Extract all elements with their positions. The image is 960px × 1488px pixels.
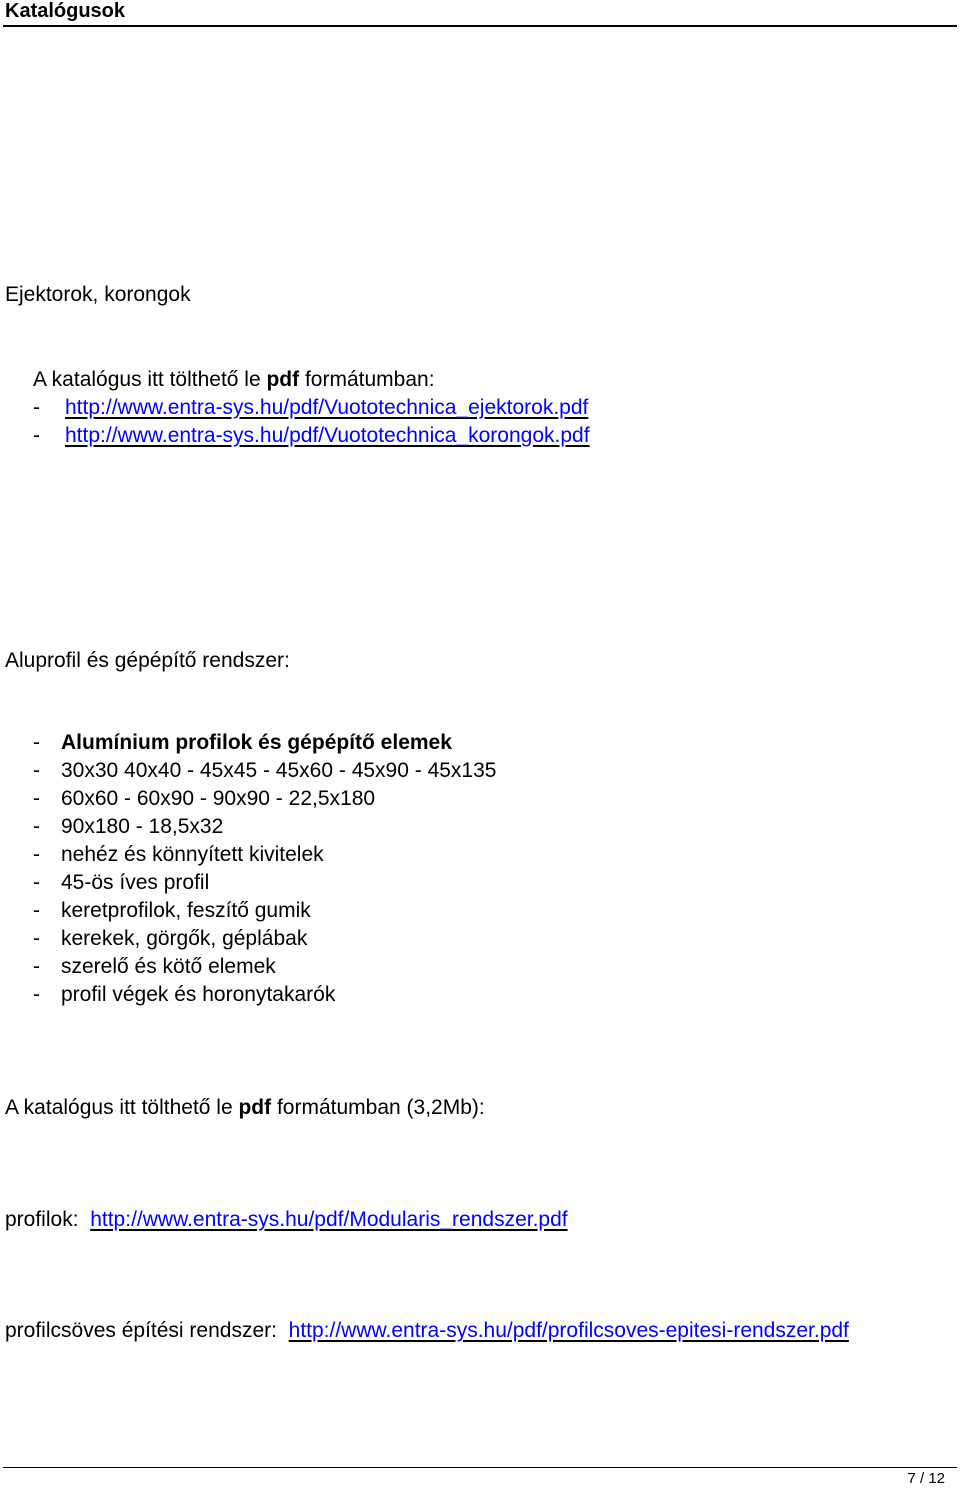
list-item: 90x180 - 18,5x32 [61, 815, 224, 838]
page-header-title: Katalógusok [5, 0, 126, 22]
profilcsoves-line [5, 1318, 849, 1344]
link-ejektorok-text[interactable]: http://www.entra-sys.hu/pdf/Vuototechnica_ejektorok.pdf [65, 396, 589, 419]
list-bullet: - [33, 787, 40, 810]
list-bullet: - [33, 899, 40, 922]
footer-divider [3, 1467, 957, 1468]
list-bullet: - [33, 983, 40, 1006]
list-bullet: - [33, 843, 40, 866]
section-heading-aluprofil: Aluprofil és gépépítő rendszer: [5, 649, 290, 672]
list-bullet: - [33, 927, 40, 950]
section-heading-ejektorok: Ejektorok, korongok [5, 283, 191, 306]
list-item: 30x30 40x40 - 45x45 - 45x60 - 45x90 - 45x135 [61, 759, 497, 782]
link-profilcsoves-rendszer[interactable]: http://www.entra-sys.hu/pdf/profilcsoves-epitesi-rendszer.pdf [288, 1319, 849, 1342]
list-item: szerelő és kötő elemek [61, 955, 276, 978]
download-text-pre: A katalógus itt tölthető le [5, 1096, 239, 1119]
list-item: profil végek és horonytakarók [61, 983, 336, 1006]
list-bullet: - [33, 424, 40, 447]
profilcsoves-label: profilcsöves építési rendszer: [5, 1319, 277, 1342]
link-ejektorok-pdf[interactable] [65, 395, 588, 421]
list-bullet: - [33, 396, 40, 419]
link-korongok-text[interactable]: http://www.entra-sys.hu/pdf/Vuototechnica_korongok.pdf [65, 424, 590, 447]
link-modularis-rendszer[interactable]: http://www.entra-sys.hu/pdf/Modularis_rendszer.pdf [90, 1208, 568, 1231]
list-bullet: - [33, 815, 40, 838]
list-item: 45-ös íves profil [61, 871, 210, 894]
profilok-label: profilok: [5, 1208, 79, 1231]
catalog-download-size [5, 1095, 485, 1121]
list-bullet: - [33, 871, 40, 894]
list-bullet: - [33, 955, 40, 978]
intro-text-pdf: pdf [266, 368, 300, 391]
profilok-line [5, 1207, 568, 1233]
list-item: 60x60 - 60x90 - 90x90 - 22,5x180 [61, 787, 376, 810]
download-text-post: formátumban (3,2Mb): [271, 1096, 485, 1119]
list-bullet: - [33, 759, 40, 782]
list-item: Alumínium profilok és gépépítő elemek [61, 731, 452, 754]
intro-text-pre: A katalógus itt tölthető le [33, 368, 267, 391]
download-text-pdf: pdf [238, 1096, 272, 1119]
link-korongok-pdf[interactable] [65, 423, 590, 449]
page-number: 7 / 12 [907, 1470, 945, 1487]
list-item: kerekek, görgők, géplábak [61, 927, 308, 950]
list-bullet: - [33, 731, 40, 754]
list-item: keretprofilok, feszítő gumik [61, 899, 311, 922]
list-item: nehéz és könnyített kivitelek [61, 843, 324, 866]
catalog-download-intro [33, 367, 435, 393]
header-divider [3, 25, 957, 27]
intro-text-post: formátumban: [299, 368, 435, 391]
